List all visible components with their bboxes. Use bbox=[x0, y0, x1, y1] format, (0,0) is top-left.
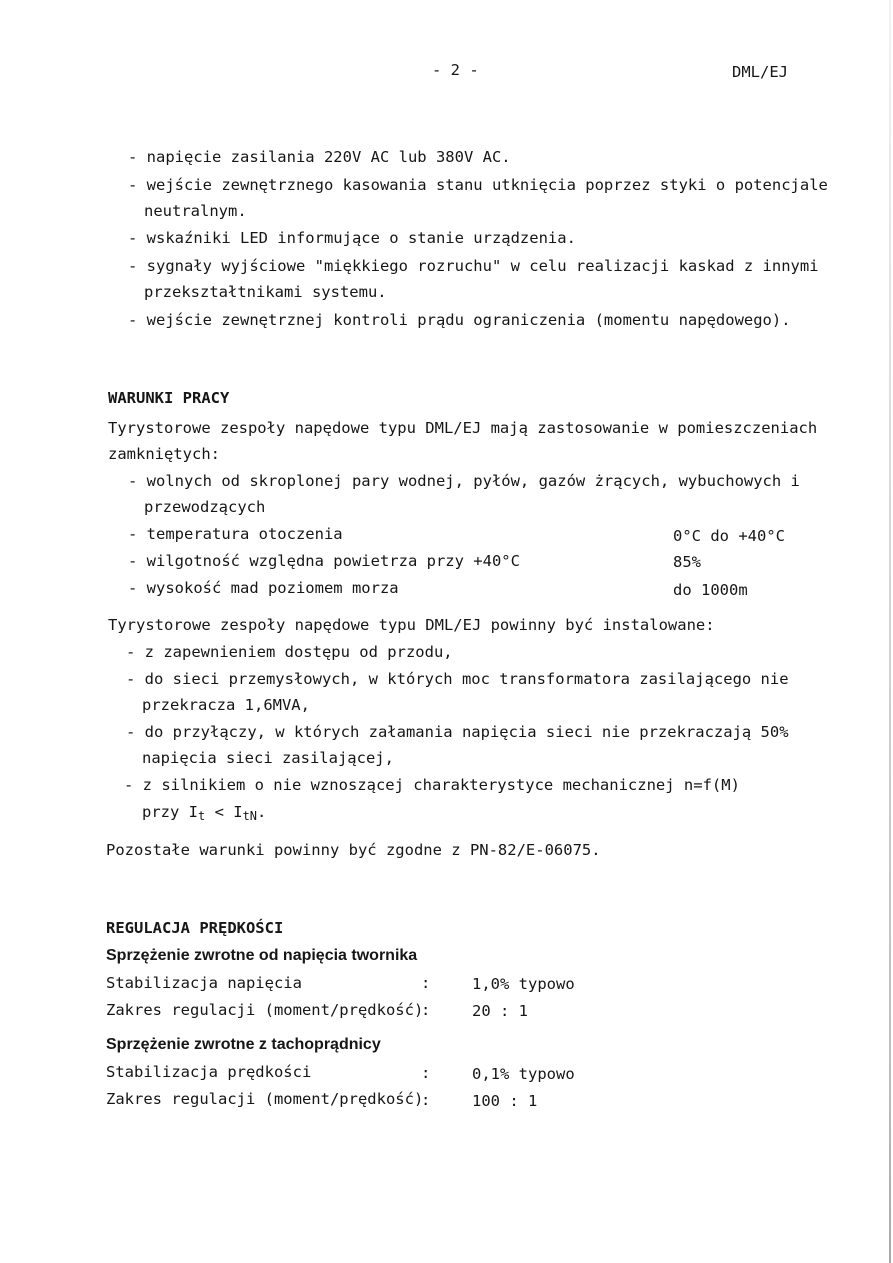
list-item: - do sieci przemysłowych, w których moc transformatora zasilającego nie bbox=[126, 670, 789, 688]
list-item: - sygnały wyjściowe "miękkiego rozruchu" w celu realizacji kaskad z innymi bbox=[128, 257, 819, 275]
list-item: - wejście zewnętrznego kasowania stanu utknięcia poprzez styki o potencjale bbox=[128, 176, 828, 194]
spec-separator: : bbox=[421, 974, 431, 992]
spec-label: Stabilizacja prędkości bbox=[106, 1063, 312, 1081]
condition-label: - wysokość mad poziomem morza bbox=[128, 579, 399, 597]
paragraph-line: zamkniętych: bbox=[108, 445, 220, 463]
list-item-continuation: przewodzących bbox=[144, 498, 266, 516]
spec-separator: : bbox=[421, 1091, 431, 1109]
spec-value: 1,0% typowo bbox=[472, 975, 575, 993]
list-item: - wolnych od skroplonej pary wodnej, pyłów, gazów żrących, wybuchowych i bbox=[128, 472, 800, 490]
list-item: - wejście zewnętrznej kontroli prądu ograniczenia (momentu napędowego). bbox=[128, 311, 791, 329]
spec-value: 0,1% typowo bbox=[472, 1065, 575, 1083]
group-title: Sprzężenie zwrotne z tachoprądnicy bbox=[106, 1036, 381, 1053]
spec-label: Stabilizacja napięcia bbox=[106, 974, 302, 992]
list-item: - napięcie zasilania 220V AC lub 380V AC. bbox=[128, 148, 511, 166]
list-item-continuation: neutralnym. bbox=[144, 202, 247, 220]
formula-prefix: przy I bbox=[142, 803, 198, 821]
list-item-continuation: przekształtnikami systemu. bbox=[144, 283, 387, 301]
spec-value: 20 : 1 bbox=[472, 1002, 528, 1020]
formula-operator: < I bbox=[205, 803, 243, 821]
condition-value: 0°C do +40°C bbox=[673, 527, 785, 545]
list-item: - wskaźniki LED informujące o stanie urządzenia. bbox=[128, 229, 576, 247]
condition-value: 85% bbox=[673, 553, 701, 571]
formula-subscript: tN bbox=[242, 809, 258, 823]
condition-label: - wilgotność względna powietrza przy +40°C bbox=[128, 552, 520, 570]
spec-separator: : bbox=[421, 1064, 431, 1082]
list-item: - z silnikiem o nie wznoszącej charakterystyce mechanicznej n=f(M) bbox=[124, 776, 740, 794]
spec-separator: : bbox=[421, 1001, 431, 1019]
condition-label: - temperatura otoczenia bbox=[128, 525, 343, 543]
formula-suffix: . bbox=[257, 803, 267, 821]
list-item-continuation: napięcia sieci zasilającej, bbox=[142, 749, 394, 767]
paragraph-line: Pozostałe warunki powinny być zgodne z PN-82/E-06075. bbox=[106, 841, 601, 859]
list-item: - z zapewnieniem dostępu od przodu, bbox=[126, 643, 453, 661]
spec-value: 100 : 1 bbox=[472, 1092, 538, 1110]
list-item-continuation: przekracza 1,6MVA, bbox=[142, 696, 310, 714]
section-heading-regulacja: REGULACJA PRĘDKOŚCI bbox=[106, 919, 284, 937]
section-heading-warunki: WARUNKI PRACY bbox=[108, 389, 230, 407]
list-item: - do przyłączy, w których załamania napięcia sieci nie przekraczają 50% bbox=[126, 723, 789, 741]
formula-subscript: t bbox=[198, 809, 206, 823]
page-number: - 2 - bbox=[432, 61, 479, 79]
paragraph-line: Tyrystorowe zespoły napędowe typu DML/EJ powinny być instalowane: bbox=[108, 616, 715, 634]
formula-line bbox=[142, 802, 266, 826]
spec-label: Zakres regulacji (moment/prędkość) bbox=[106, 1090, 424, 1108]
document-code: DML/EJ bbox=[732, 63, 788, 81]
spec-label: Zakres regulacji (moment/prędkość) bbox=[106, 1001, 424, 1019]
condition-value: do 1000m bbox=[673, 581, 748, 599]
group-title: Sprzężenie zwrotne od napięcia twornika bbox=[106, 947, 418, 964]
paragraph-line: Tyrystorowe zespoły napędowe typu DML/EJ mają zastosowanie w pomieszczeniach bbox=[108, 419, 818, 437]
scan-page-edge bbox=[889, 0, 891, 1263]
